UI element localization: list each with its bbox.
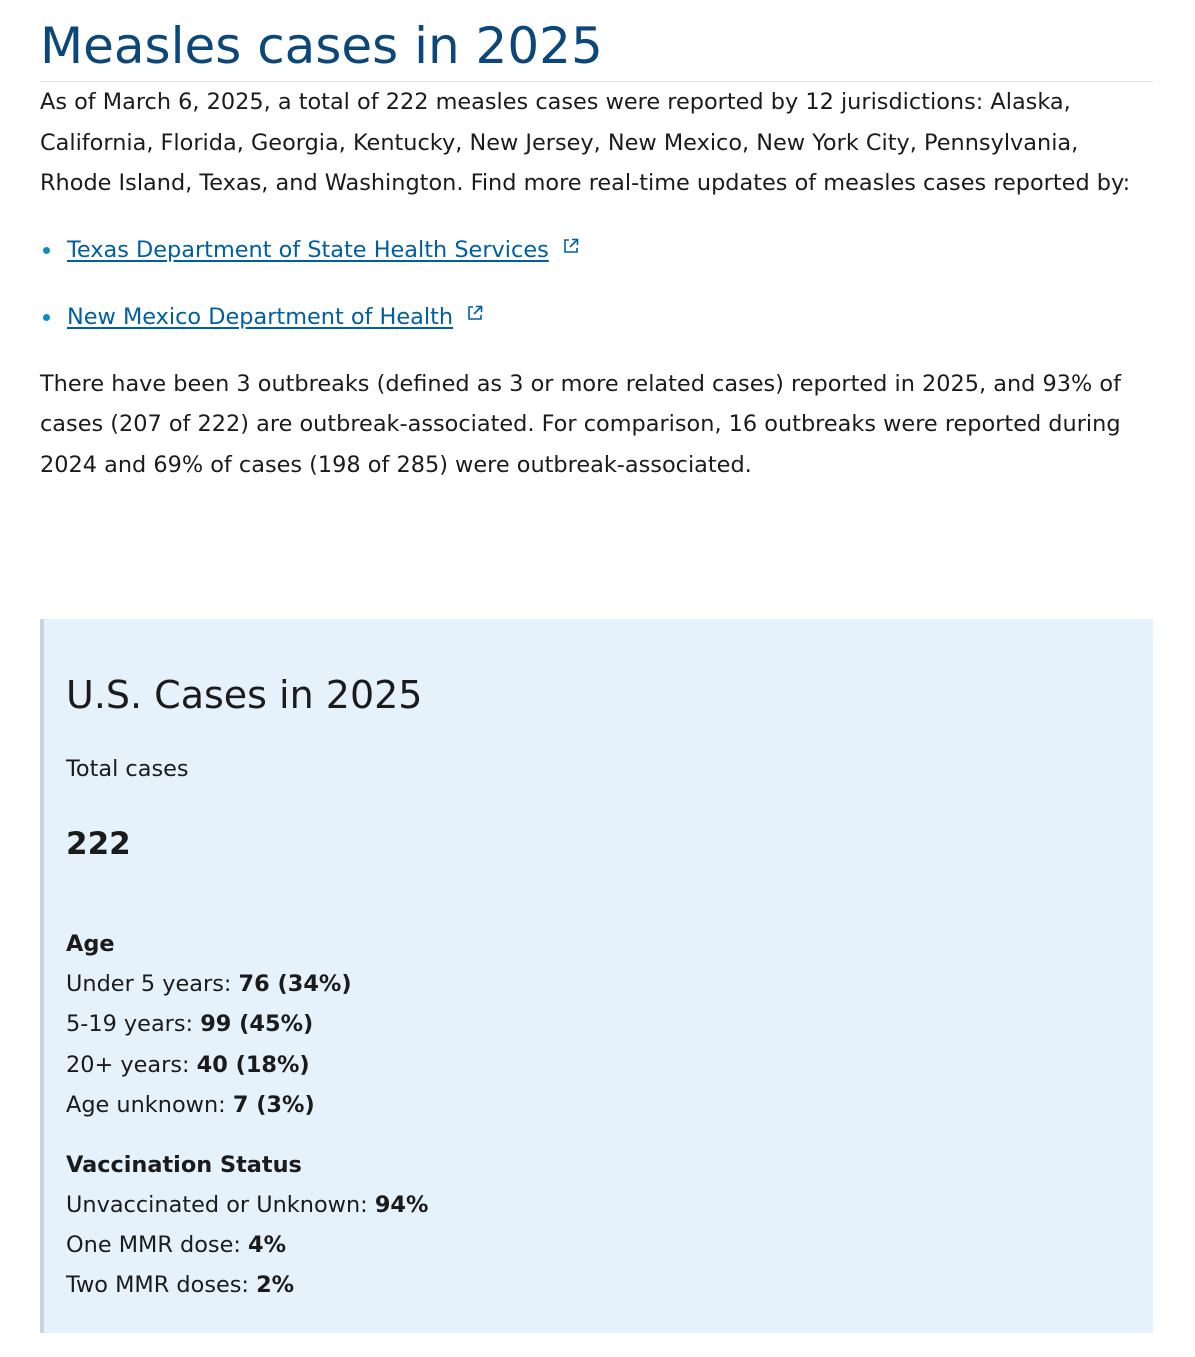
age-row-5-19 [66, 1004, 1153, 1044]
stat-value: 40 (18%) [196, 1051, 310, 1078]
stat-label: One MMR dose: [66, 1232, 249, 1259]
callout-heading: U.S. Cases in 2025 [66, 673, 423, 717]
vaccination-heading: Vaccination Status [66, 1151, 302, 1178]
stat-label: Unvaccinated or Unknown: [66, 1191, 375, 1218]
bullet-icon [43, 314, 50, 321]
stat-label: Under 5 years: [66, 971, 239, 997]
page-content [40, 0, 1153, 485]
stat-value: 2% [256, 1272, 295, 1299]
stat-label: Age unknown: [66, 1092, 233, 1119]
updates-link-list [40, 230, 1153, 337]
age-row-20-plus [66, 1045, 1153, 1085]
age-row-unknown [66, 1085, 1153, 1125]
stat-label: Two MMR doses: [66, 1272, 257, 1299]
outbreaks-paragraph: There have been 3 outbreaks (defined as 3 or more related cases) reported in 2025, and 93% of cases (207 of 222) are outbreak-associated. For comparison, 16 outbreaks were reported during 2024 and 69% of cases (198 of 285) were outbreak-associated. [40, 370, 1121, 478]
stat-value: 4% [248, 1232, 287, 1259]
list-item [40, 297, 1153, 337]
page-title: Measles cases in 2025 [40, 17, 603, 75]
stat-value: 76 (34%) [238, 971, 352, 997]
us-cases-callout [40, 619, 1153, 1333]
stat-label: 5-19 years: [66, 1011, 201, 1038]
external-link-icon[interactable] [466, 295, 484, 335]
intro-paragraph: As of March 6, 2025, a total of 222 measles cases were reported by 12 jurisdictions: Alaska, California, Florida, Georgia, Kentucky, New Jersey, New Mexico, New York City, Pennsylvania, Rhode Island, Texas, and Washington. Find more real-time updates of measles cases reported by: [40, 89, 1131, 196]
texas-dshs-link[interactable]: Texas Department of State Health Services [67, 236, 549, 263]
stat-value: 94% [374, 1191, 429, 1218]
total-cases-label: Total cases [66, 756, 189, 782]
bullet-icon [43, 247, 50, 254]
stat-value: 7 (3%) [232, 1092, 315, 1119]
age-row-under-5 [66, 964, 1153, 1004]
vax-row-one-dose [66, 1225, 1153, 1265]
vax-row-unvaccinated [66, 1185, 1153, 1225]
age-heading: Age [66, 931, 115, 957]
new-mexico-doh-link[interactable]: New Mexico Department of Health [67, 303, 454, 330]
stat-value: 99 (45%) [200, 1011, 314, 1038]
stat-label: 20+ years: [66, 1051, 197, 1078]
list-item [40, 230, 1153, 270]
external-link-icon[interactable] [562, 228, 580, 268]
vax-row-two-doses [66, 1265, 1153, 1305]
total-cases-value: 222 [66, 826, 131, 862]
